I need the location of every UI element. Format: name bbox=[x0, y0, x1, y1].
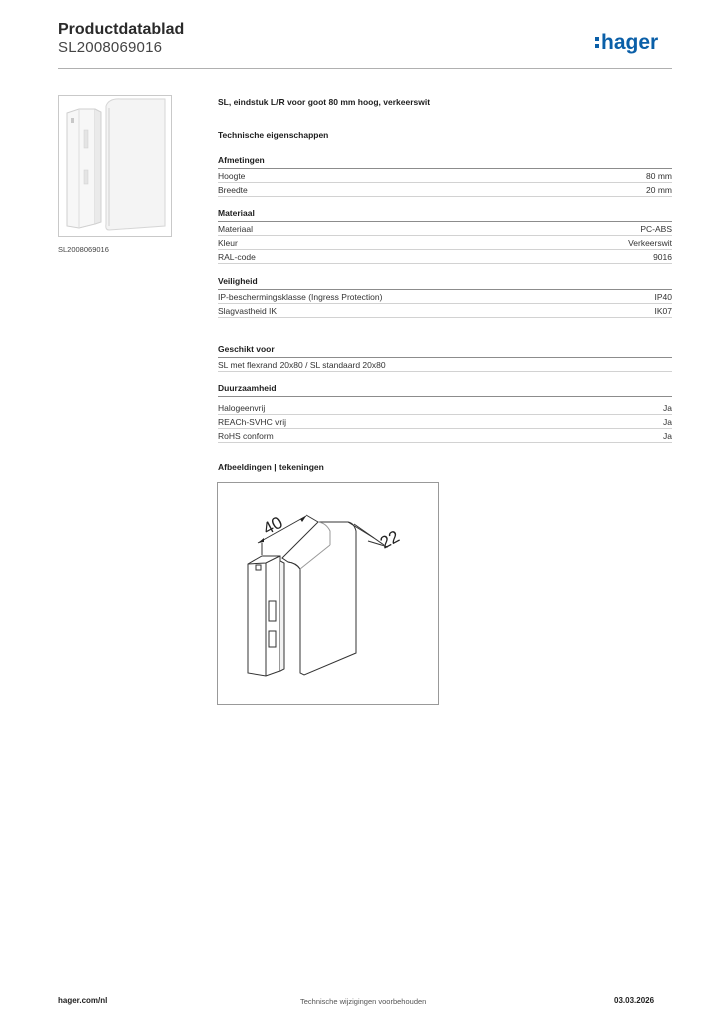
product-image-caption: SL2008069016 bbox=[58, 245, 109, 254]
footer-website: hager.com/nl bbox=[58, 996, 108, 1005]
section-title-afmetingen: Afmetingen bbox=[218, 155, 265, 165]
row-label: Kleur bbox=[218, 237, 238, 248]
section-divider bbox=[218, 396, 672, 397]
technical-properties-heading: Technische eigenschappen bbox=[218, 130, 329, 140]
header-divider bbox=[58, 68, 672, 69]
row-label: SL met flexrand 20x80 / SL standaard 20x80 bbox=[218, 359, 386, 370]
table-row bbox=[218, 222, 672, 236]
svg-text:hager: hager bbox=[601, 31, 659, 54]
row-label: Materiaal bbox=[218, 223, 253, 234]
row-value: Verkeerswit bbox=[628, 237, 672, 248]
article-number: SL2008069016 bbox=[58, 39, 163, 56]
section-title-veiligheid: Veiligheid bbox=[218, 276, 258, 286]
section-title-geschikt-voor: Geschikt voor bbox=[218, 344, 275, 354]
row-value: 80 mm bbox=[646, 170, 672, 181]
row-value: IP40 bbox=[654, 291, 672, 302]
dimension-depth-label: 22 bbox=[376, 526, 403, 553]
table-row bbox=[218, 290, 672, 304]
footer-date: 03.03.2026 bbox=[614, 996, 655, 1005]
table-row bbox=[218, 250, 672, 264]
table-row bbox=[218, 415, 672, 429]
section-title-duurzaamheid: Duurzaamheid bbox=[218, 383, 277, 393]
row-label: Breedte bbox=[218, 184, 248, 195]
row-value: Ja bbox=[663, 416, 672, 427]
hager-logo bbox=[594, 29, 672, 55]
table-row bbox=[218, 401, 672, 415]
row-label: Halogeenvrij bbox=[218, 402, 266, 413]
product-name: SL, eindstuk L/R voor goot 80 mm hoog, verkeerswit bbox=[218, 97, 431, 107]
row-label: RAL-code bbox=[218, 251, 256, 262]
row-value: Ja bbox=[663, 430, 672, 441]
table-row bbox=[218, 236, 672, 250]
row-label: RoHS conform bbox=[218, 430, 274, 441]
row-label: REACh-SVHC vrij bbox=[218, 416, 287, 427]
row-label: IP-beschermingsklasse (Ingress Protection) bbox=[218, 291, 383, 302]
row-label: Hoogte bbox=[218, 170, 246, 181]
row-label: Slagvastheid IK bbox=[218, 305, 278, 316]
table-row bbox=[218, 169, 672, 183]
section-title-afbeeldingen: Afbeeldingen | tekeningen bbox=[218, 462, 324, 472]
page-title: Productdatablad bbox=[58, 21, 185, 38]
row-value: Ja bbox=[663, 402, 672, 413]
row-value: PC-ABS bbox=[640, 223, 672, 234]
table-row bbox=[218, 429, 672, 443]
row-value: IK07 bbox=[654, 305, 672, 316]
table-row bbox=[218, 183, 672, 197]
footer-disclaimer: Technische wijzigingen voorbehouden bbox=[300, 997, 427, 1006]
row-value: 20 mm bbox=[646, 184, 672, 195]
table-row bbox=[218, 358, 672, 372]
section-title-materiaal: Materiaal bbox=[218, 208, 255, 218]
dimension-width-label: 40 bbox=[259, 512, 286, 539]
product-image bbox=[58, 95, 172, 237]
technical-drawing bbox=[217, 482, 439, 705]
table-row bbox=[218, 304, 672, 318]
row-value: 9016 bbox=[653, 251, 672, 262]
